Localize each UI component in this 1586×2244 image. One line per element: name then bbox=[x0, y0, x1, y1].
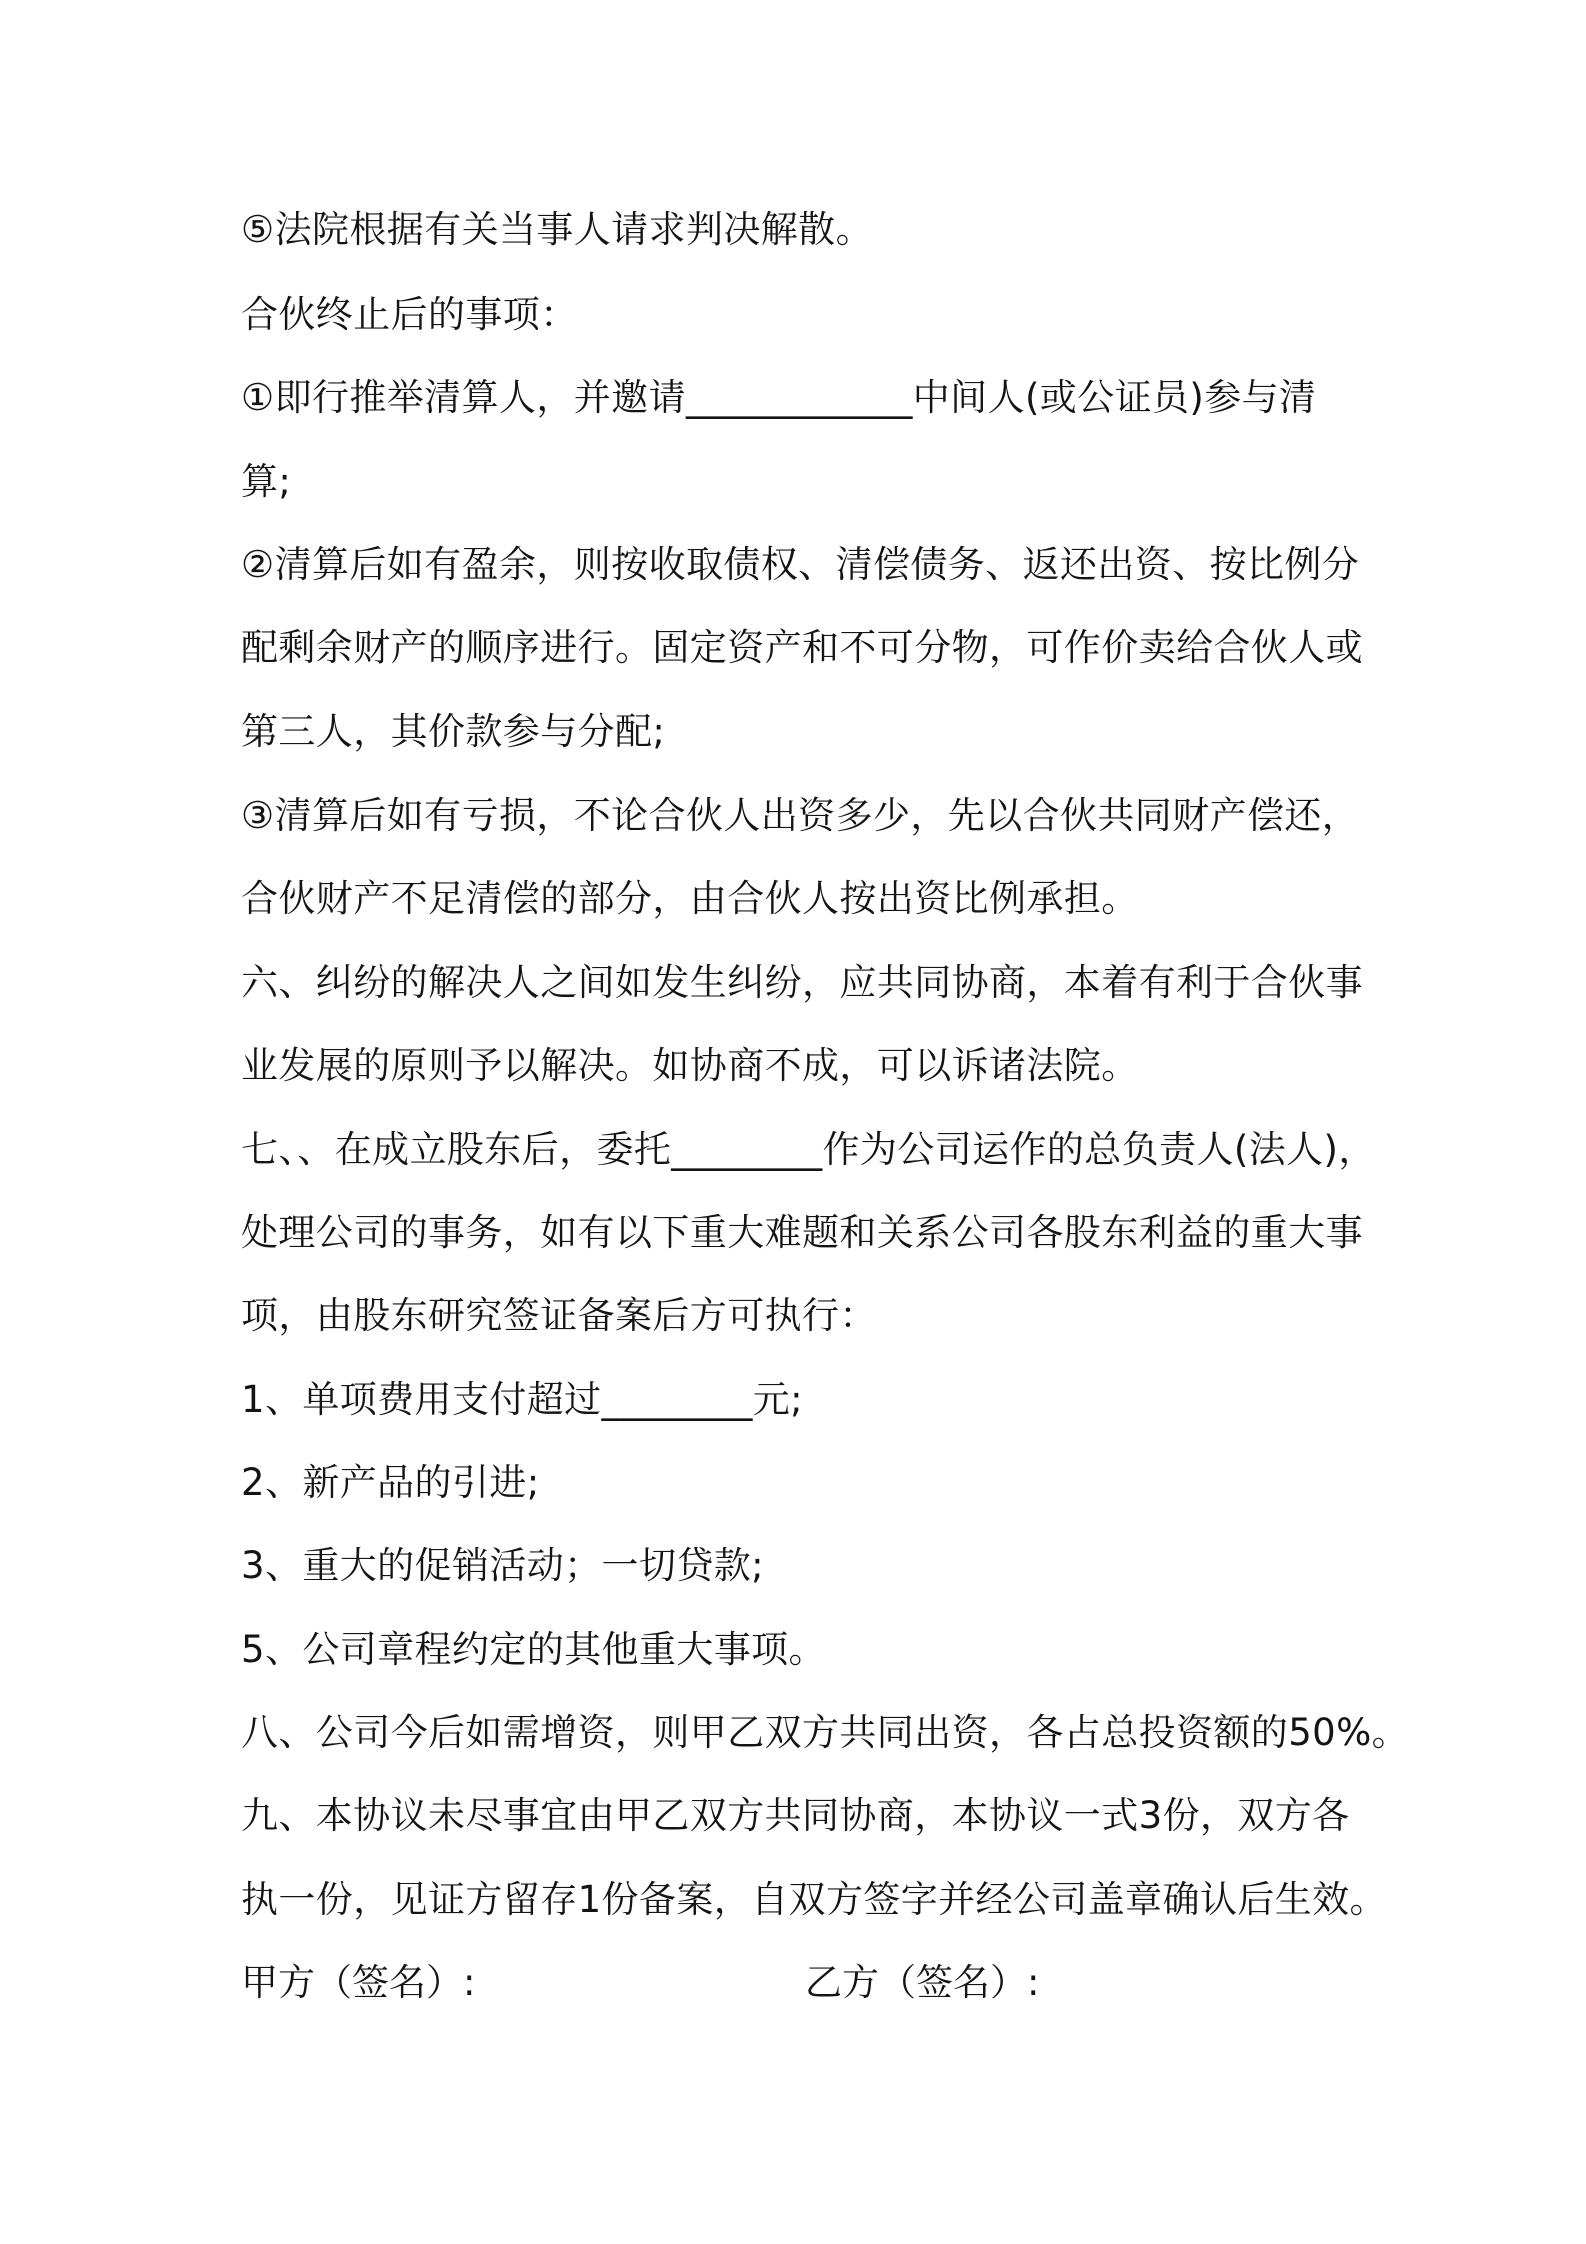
clause-line-4: 算; bbox=[241, 460, 292, 503]
clause-line-3: ①即行推举清算人，并邀请____________中间人(或公证员)参与清 bbox=[241, 376, 1317, 419]
clause-line-17: 3、重大的促销活动；一切贷款; bbox=[241, 1544, 765, 1587]
clause-line-14: 项，由股东研究签证备案后方可执行： bbox=[241, 1294, 877, 1337]
clause-line-7: 第三人，其价款参与分配; bbox=[241, 710, 666, 753]
clause-line-9: 合伙财产不足清偿的部分，由合伙人按出资比例承担。 bbox=[241, 877, 1139, 920]
clause-line-16: 2、新产品的引进; bbox=[241, 1461, 540, 1504]
clause-line-11: 业发展的原则予以解决。如协商不成，可以诉诸法院。 bbox=[241, 1044, 1139, 1087]
clause-line-6: 配剩余财产的顺序进行。固定资产和不可分物，可作价卖给合伙人或 bbox=[241, 626, 1363, 669]
clause-line-15: 1、单项费用支付超过________元; bbox=[241, 1378, 804, 1421]
clause-line-2: 合伙终止后的事项： bbox=[241, 293, 578, 336]
clause-line-12: 七、、在成立股东后，委托________作为公司运作的总负责人(法人)， bbox=[241, 1128, 1376, 1171]
clause-line-13: 处理公司的事务，如有以下重大难题和关系公司各股东利益的重大事 bbox=[241, 1211, 1363, 1254]
clause-line-10: 六、纠纷的解决人之间如发生纠纷，应共同协商，本着有利于合伙事 bbox=[241, 961, 1363, 1004]
clause-line-1: ⑤法院根据有关当事人请求判决解散。 bbox=[241, 208, 873, 251]
clause-line-5: ②清算后如有盈余，则按收取债权、清偿债务、返还出资、按比例分 bbox=[241, 543, 1360, 586]
clause-line-20: 九、本协议未尽事宜由甲乙双方共同协商，本协议一式3份，双方各 bbox=[241, 1794, 1350, 1837]
clause-line-21: 执一份，见证方留存1份备案，自双方签字并经公司盖章确认后生效。 bbox=[241, 1878, 1387, 1921]
clause-line-8: ③清算后如有亏损，不论合伙人出资多少，先以合伙共同财产偿还， bbox=[241, 794, 1360, 837]
party-b-signature-label: 乙方（签名）: bbox=[805, 1961, 1040, 2004]
clause-line-18: 5、公司章程约定的其他重大事项。 bbox=[241, 1628, 826, 1671]
party-a-signature-label: 甲方（签名）: bbox=[241, 1961, 476, 2004]
clause-line-19: 八、公司今后如需增资，则甲乙双方共同出资，各占总投资额的50%。 bbox=[241, 1711, 1410, 1754]
